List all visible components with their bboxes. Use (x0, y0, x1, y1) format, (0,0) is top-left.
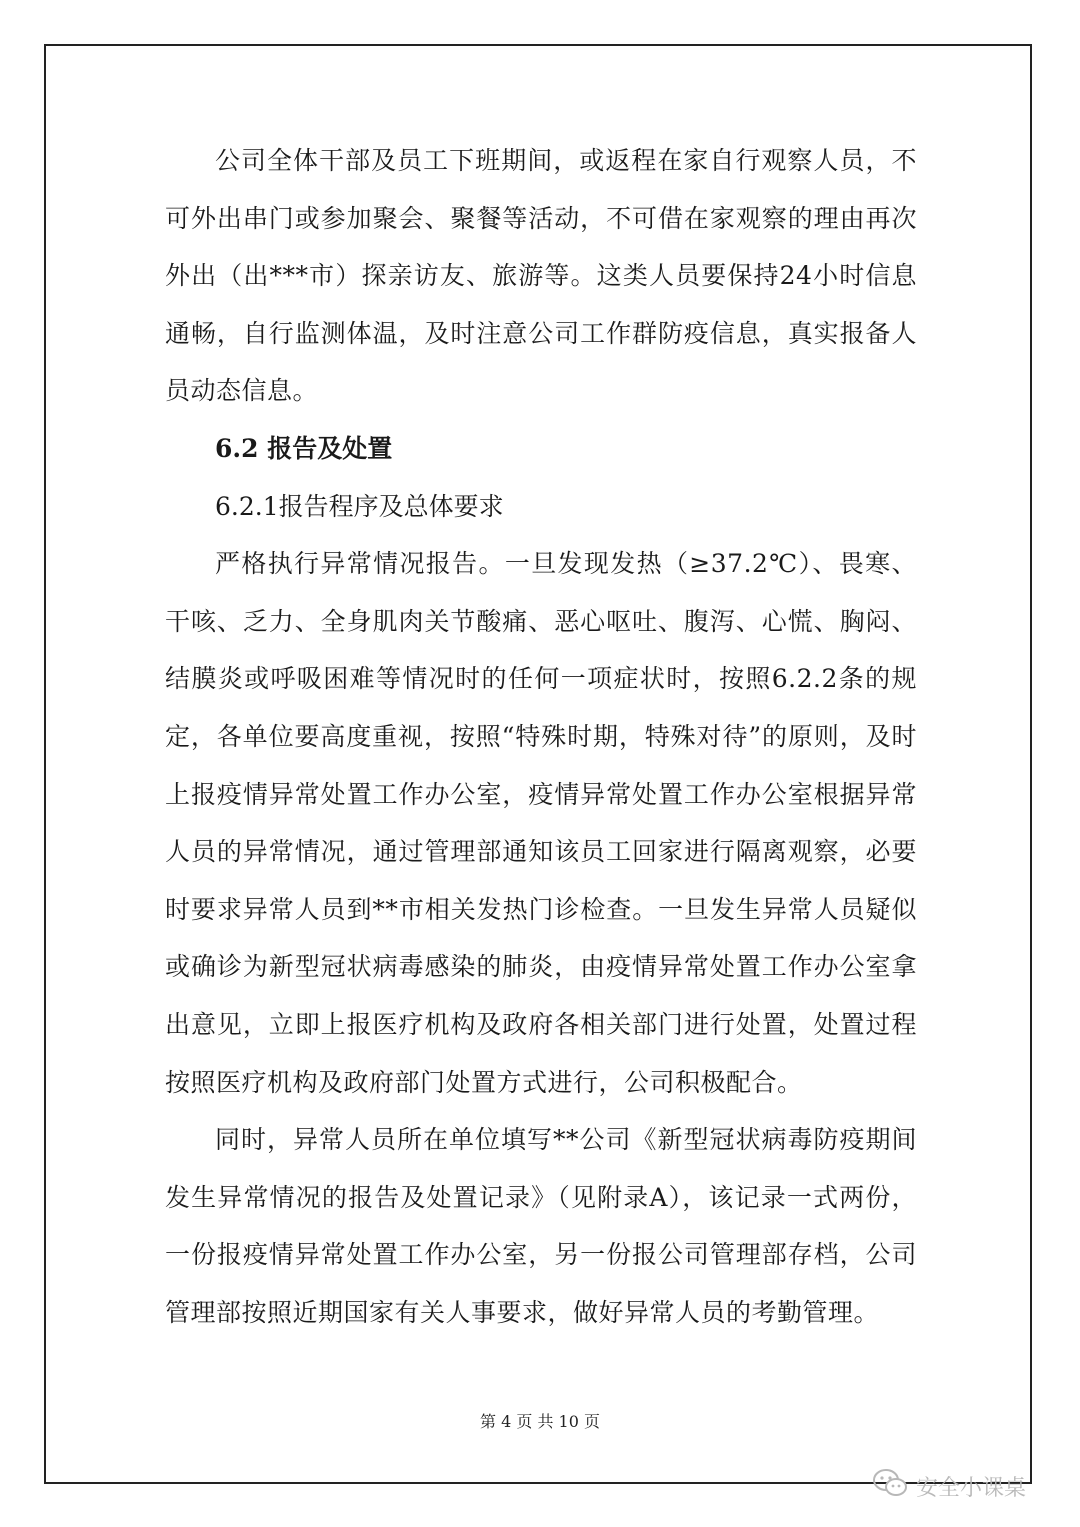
watermark-text: 安全小课桌 (916, 1475, 1027, 1501)
watermark (872, 1468, 1026, 1504)
wechat-icon (872, 1468, 908, 1504)
paragraph-record-filing: 同时，异常人员所在单位填写**公司《新型冠状病毒防疫期间发生异常情况的报告及处置记录》（见附录A），该记录一式两份，一份报疫情异常处置工作办公室，另一份报公司管理部存档，公司管理部按照近期国家有关人事要求，做好异常人员的考勤管理。 (165, 1125, 917, 1327)
subsection-heading-report-procedure: 6.2.1报告程序及总体要求 (215, 491, 504, 521)
paragraph-stay-home-rules: 公司全体干部及员工下班期间，或返程在家自行观察人员，不可外出串门或参加聚会、聚餐等活动，不可借在家观察的理由再次外出（出***市）探亲访友、旅游等。这类人员要保持24小时信息通畅，自行监测体温，及时注意公司工作群防疫信息，真实报备人员动态信息。 (165, 146, 917, 406)
document-body (165, 132, 917, 1341)
page-number-footer: 第 4 页 共 10 页 (480, 1412, 600, 1431)
paragraph-abnormal-report: 严格执行异常情况报告。一旦发现发热（≥37.2℃）、畏寒、干咳、乏力、全身肌肉关节酸痛、恶心呕吐、腹泻、心慌、胸闷、结膜炎或呼吸困难等情况时的任何一项症状时，按照6.2.2条的规定，各单位要高度重视，按照“特殊时期，特殊对待”的原则，及时上报疫情异常处置工作办公室，疫情异常处置工作办公室根据异常人员的异常情况，通过管理部通知该员工回家进行隔离观察，必要时要求异常人员到**市相关发热门诊检查。一旦发生异常人员疑似或确诊为新型冠状病毒感染的肺炎，由疫情异常处置工作办公室拿出意见，立即上报医疗机构及政府各相关部门进行处置，处置过程按照医疗机构及政府部门处置方式进行，公司积极配合。 (165, 549, 917, 1097)
section-heading-report-handling: 6.2 报告及处置 (215, 433, 393, 463)
